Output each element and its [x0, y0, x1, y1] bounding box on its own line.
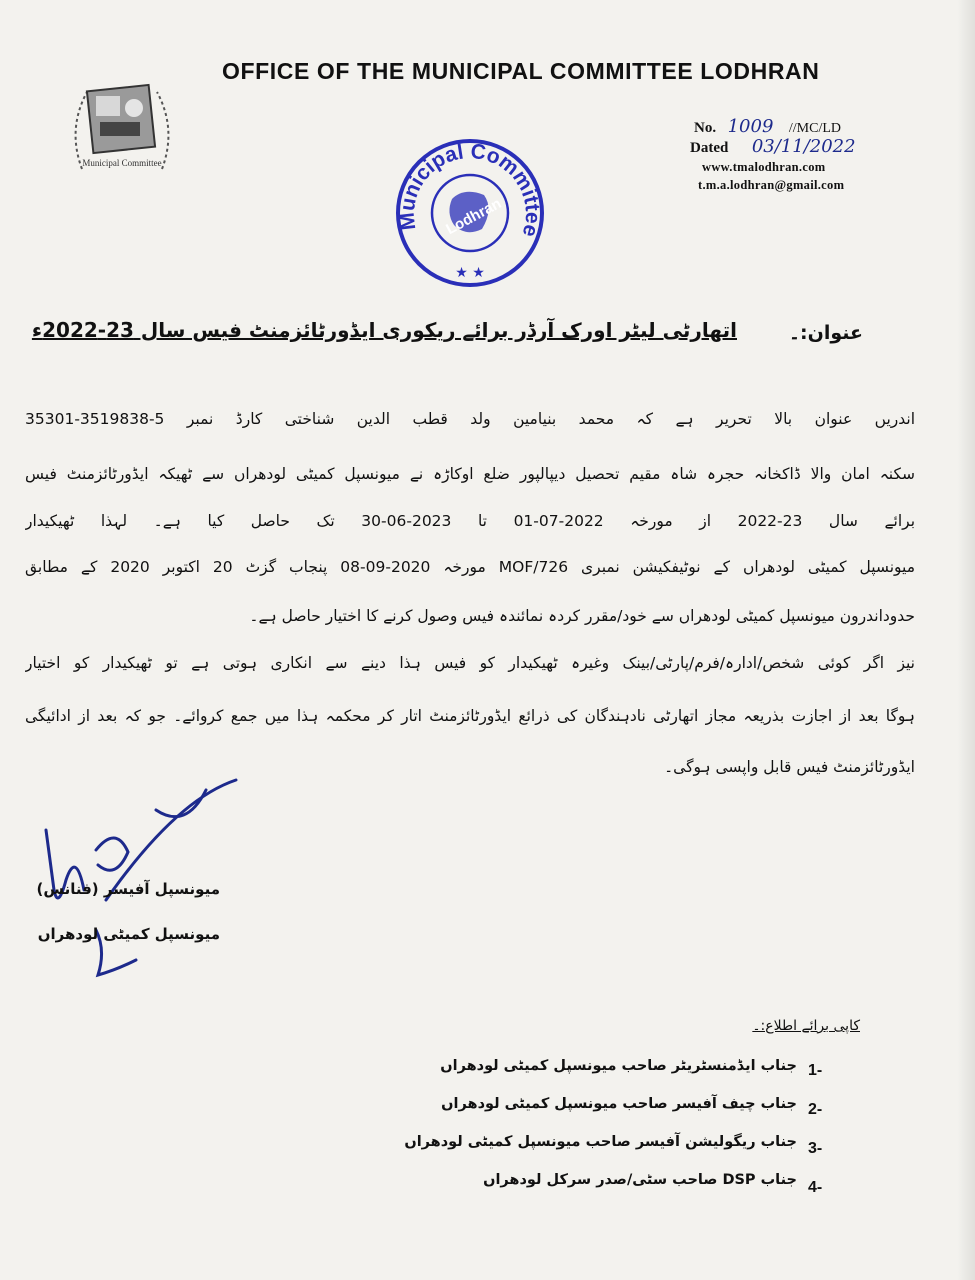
reference-number-row — [694, 116, 841, 137]
subject-text: اتھارٹی لیٹر اورک آرڈر برائے ریکوری ایڈورٹائزمنٹ فیس سال 23-2022ء — [31, 318, 737, 342]
number-label: No. — [694, 120, 717, 136]
stamp-arc-text: Municipal Committee — [395, 139, 545, 240]
body-line-7: ہوگا بعد از اجازت بذریعہ مجاز اتھارٹی نادہندگان کی ذرائع ایڈورٹائزمنٹ اتار کر محکمہ ہذا میں جمع کروائے۔ جو کہ بعد از ادائیگی — [25, 707, 915, 725]
municipal-stamp — [394, 137, 546, 289]
body-line-6: نیز اگر کوئی شخص/ادارہ/فرم/پارٹی/بینک وغیرہ ٹھیکیدار کو فیس ہذا دینے سے انکاری ہوتی ہے تو ٹھیکیدار کو اختیار — [25, 654, 915, 672]
copy-item-2-text: جناب چیف آفیسر صاحب میونسپل کمیٹی لودھراں — [441, 1096, 797, 1112]
reference-date-row — [690, 136, 856, 157]
body-line-3: برائے سال 23-2022 از مورخہ 2022-07-01 تا 2023-06-30 تک حاصل کیا ہے۔ لہذا ٹھیکیدار — [25, 512, 915, 530]
copy-item-3-number: 3- — [808, 1140, 823, 1157]
email-text: t.m.a.lodhran@gmail.com — [698, 178, 845, 192]
copy-item-4-number: 4- — [808, 1179, 823, 1196]
body-line-1: اندریں عنوان بالا تحریر ہے کہ محمد بنیامین ولد قطب الدین شناختی کارڈ نمبر 5-3519838-35301 — [25, 410, 915, 428]
copy-item-4-text: جناب DSP صاحب سٹی/صدر سرکل لودھراں — [483, 1172, 797, 1188]
subject-label: عنوان:۔ — [788, 322, 863, 344]
copy-item-2-number: 2- — [808, 1101, 823, 1118]
signatory-designation: میونسپل آفیسر (فنانس) — [36, 880, 220, 898]
svg-text:★ ★: ★ ★ — [455, 265, 485, 281]
number-suffix: //MC/LD — [788, 121, 842, 136]
body-line-2: سکنہ امان والا ڈاکخانہ حجرہ شاہ مقیم تحصیل دیپالپور ضلع اوکاڑہ نے میونسپل کمیٹی لودھراں سے ٹھیکہ ایڈورٹائزمنٹ فیس — [25, 465, 915, 483]
body-line-8: ایڈورٹائزمنٹ فیس قابل واپسی ہوگی۔ — [664, 758, 915, 776]
copy-item-1-text: جناب ایڈمنسٹریٹر صاحب میونسپل کمیٹی لودھراں — [440, 1058, 797, 1074]
copy-heading: کاپی برائے اطلاع:۔ — [752, 1018, 860, 1034]
body-line-4: میونسپل کمیٹی لودھراں کے نوٹیفکیشن نمبری 726/MOF مورخہ 2020-09-08 پنجاب گزٹ 20 اکتوبر 2020 کے مطابق — [25, 558, 915, 576]
office-title: OFFICE OF THE MUNICIPAL COMMITTEE LODHRAN — [222, 58, 820, 84]
dated-label: Dated — [690, 140, 729, 156]
signatory-organization: میونسپل کمیٹی لودھراں — [37, 925, 220, 943]
municipal-logo-icon — [62, 74, 182, 184]
copy-item-1-number: 1- — [808, 1062, 823, 1079]
dated-value: 03/11/2022 — [751, 136, 856, 157]
copy-item-3-text: جناب ریگولیشن آفیسر صاحب میونسپل کمیٹی لودھراں — [404, 1134, 797, 1150]
stamp-center-text: Lodhran — [443, 194, 505, 239]
page-edge-shadow — [957, 0, 975, 1280]
website-text: www.tmalodhran.com — [702, 160, 826, 174]
svg-text:Municipal Committee: Municipal Committee — [82, 158, 162, 168]
number-value: 1009 — [727, 116, 774, 137]
body-line-5: حدوداندرون میونسپل کمیٹی لودھراں سے خود/مقرر کردہ نمائندہ فیس وصول کرنے کا اختیار حاصل ہے۔ — [249, 607, 915, 625]
